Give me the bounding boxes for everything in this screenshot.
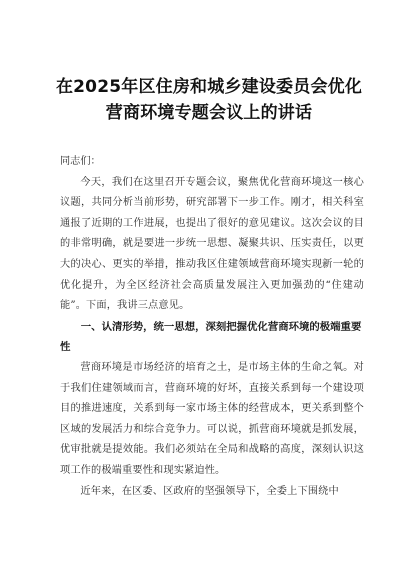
document-title: 在2025年区住房和城乡建设委员会优化营商环境专题会议上的讲话	[55, 77, 363, 123]
intro-paragraph: 今天，我们在这里召开专题会议，聚焦优化营商环境这一核心议题，共同分析当前形势，研究部署下一步工作。刚才，相关科室通报了近期的工作进展，也提出了很好的意见建议。这次会议的目的非常明确，就是要进一步统一思想、凝聚共识、压实责任，以更大的决心、更实的举措，推动我区住建领域营商环境实现新一轮的优化提升，为全区经济社会高质量发展注入更加强劲的“住建动能”。下面，我讲三点意见。	[60, 176, 364, 312]
body-paragraph: 近年来，在区委、区政府的坚强领导下，全委上下围绕中	[80, 485, 339, 497]
body-paragraph: 营商环境是市场经济的培育之土，是市场主体的生命之氧。对于我们住建领域而言，营商环境的好坏，直接关系到每一个建设项目的推进速度，关系到每一家市场主体的经营成本，更关系到整个区域的发展活力和综合竞争力。可以说，抓营商环境就是抓发展，优审批就是提效能。我们必须站在全局和战略的高度，深刻认识这项工作的极端重要性和现实紧迫性。	[60, 361, 364, 476]
greeting: 同志们：	[60, 156, 101, 167]
section-heading: 一、认清形势，统一思想，深刻把握优化营商环境的极端重要性	[60, 320, 362, 354]
